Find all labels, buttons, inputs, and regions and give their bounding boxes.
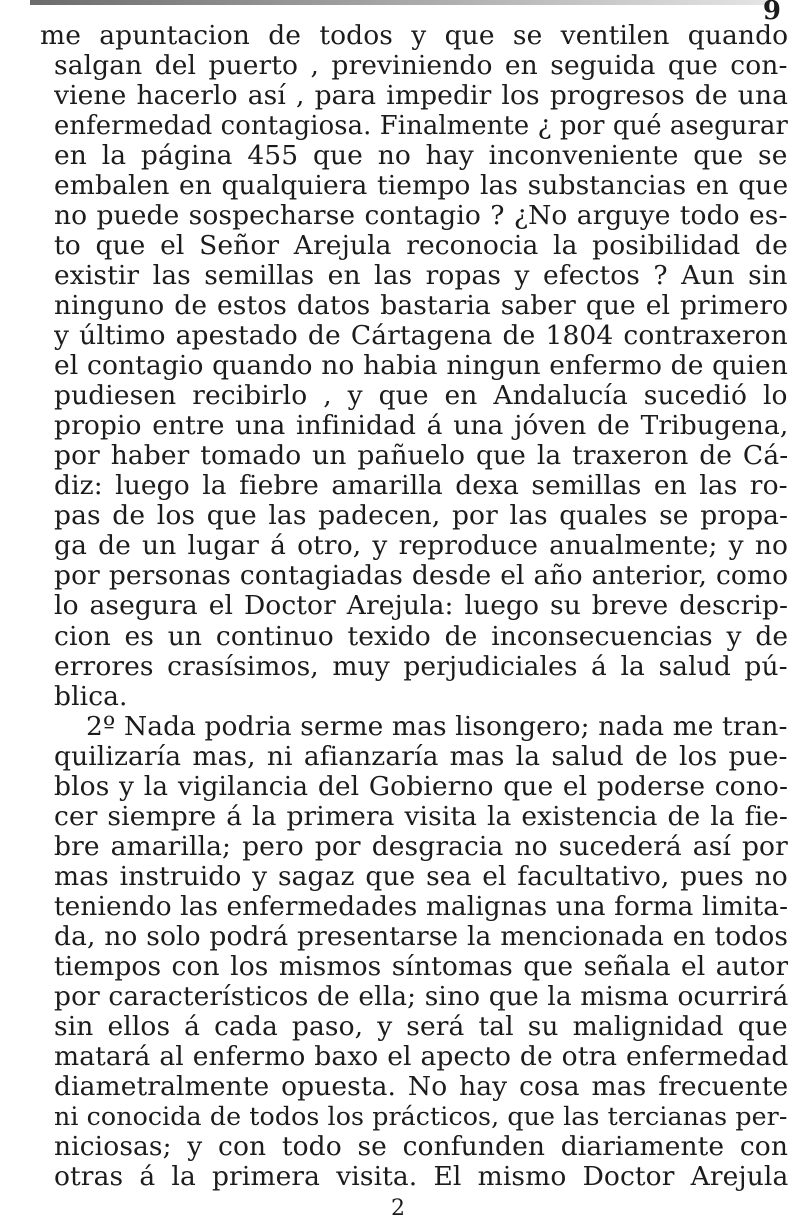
text-line: lo asegura el Doctor Arejula: luego su breve descrip-: [54, 591, 788, 622]
text-line: matará al enfermo baxo el apecto de otra enfermedad: [54, 1041, 788, 1072]
text-line: por personas contagiadas desde el año anterior, como: [54, 561, 788, 592]
text-line: diz: luego la fiebre amarilla dexa semillas en las ro-: [54, 471, 788, 502]
text-line: enfermedad contagiosa. Finalmente ¿ por qué asegurar: [54, 111, 788, 142]
text-line: to que el Señor Arejula reconocia la posibilidad de: [54, 231, 788, 262]
text-line: cion es un continuo texido de inconsecuencias y de: [54, 621, 788, 652]
text-line: pudiesen recibirlo , y que en Andalucía sucedió lo: [54, 381, 788, 412]
text-line: propio entre una infinidad á una jóven de Tribugena,: [54, 411, 788, 442]
text-line: me apuntacion de todos y que se ventilen quando: [40, 21, 788, 51]
text-line: cer siempre á la primera visita la existencia de la fie-: [54, 801, 788, 832]
text-line: por característicos de ella; sino que la misma ocurrirá: [54, 981, 788, 1012]
text-line: blos y la vigilancia del Gobierno que el poderse cono-: [54, 771, 788, 802]
text-line: quilizaría mas, ni afianzaría mas la salud de los pue-: [54, 741, 788, 772]
text-line: da, no solo podrá presentarse la mencionada en todos: [54, 921, 788, 952]
text-line: por haber tomado un pañuelo que la traxeron de Cá-: [54, 441, 788, 472]
text-line: bre amarilla; pero por desgracia no sucederá así por: [54, 831, 788, 862]
text-line: teniendo las enfermedades malignas una forma limita-: [54, 891, 788, 922]
text-line: pas de los que las padecen, por las quales se propa-: [54, 501, 788, 532]
text-line: y último apestado de Cártagena de 1804 contraxeron: [54, 321, 788, 352]
text-line: diametralmente opuesta. No hay cosa mas frecuente: [54, 1071, 788, 1102]
top-rule: [30, 0, 770, 5]
text-line: viene hacerlo así , para impedir los progresos de una: [54, 81, 788, 112]
text-line: en la página 455 que no hay inconveniente que se: [54, 141, 788, 172]
text-line: tiempos con los mismos síntomas que señala el autor: [54, 951, 788, 982]
text-line: ninguno de estos datos bastaria saber que el primero: [54, 291, 788, 322]
text-line: salgan del puerto , previniendo en seguida que con-: [54, 51, 788, 82]
text-line: ga de un lugar á otro, y reproduce anualmente; y no: [54, 531, 788, 562]
text-line: el contagio quando no habia ningun enfermo de quien: [54, 351, 788, 382]
page-number: 9: [762, 0, 781, 26]
text-line: embalen en qualquiera tiempo las substancias en que: [54, 171, 788, 202]
text-line: errores crasísimos, muy perjudiciales á la salud pú-: [54, 651, 788, 682]
text-line: sin ellos á cada paso, y será tal su malignidad que: [54, 1011, 788, 1042]
text-line: niciosas; y con todo se confunden diariamente con: [54, 1131, 788, 1162]
text-line: 2º Nada podria serme mas lisongero; nada me tran-: [86, 711, 788, 742]
text-line: ni conocida de todos los prácticos, que las tercianas per-: [54, 1101, 788, 1131]
text-line: blica.: [54, 680, 128, 712]
text-line: mas instruido y sagaz que sea el facultativo, pues no: [54, 861, 788, 892]
text-line: no puede sospecharse contagio ? ¿No arguye todo es-: [54, 201, 788, 232]
text-line: existir las semillas en las ropas y efectos ? Aun sin: [54, 261, 788, 292]
signature-mark: 2: [391, 1196, 405, 1221]
text-line: otras á la primera visita. El mismo Doctor Arejula: [54, 1161, 788, 1192]
